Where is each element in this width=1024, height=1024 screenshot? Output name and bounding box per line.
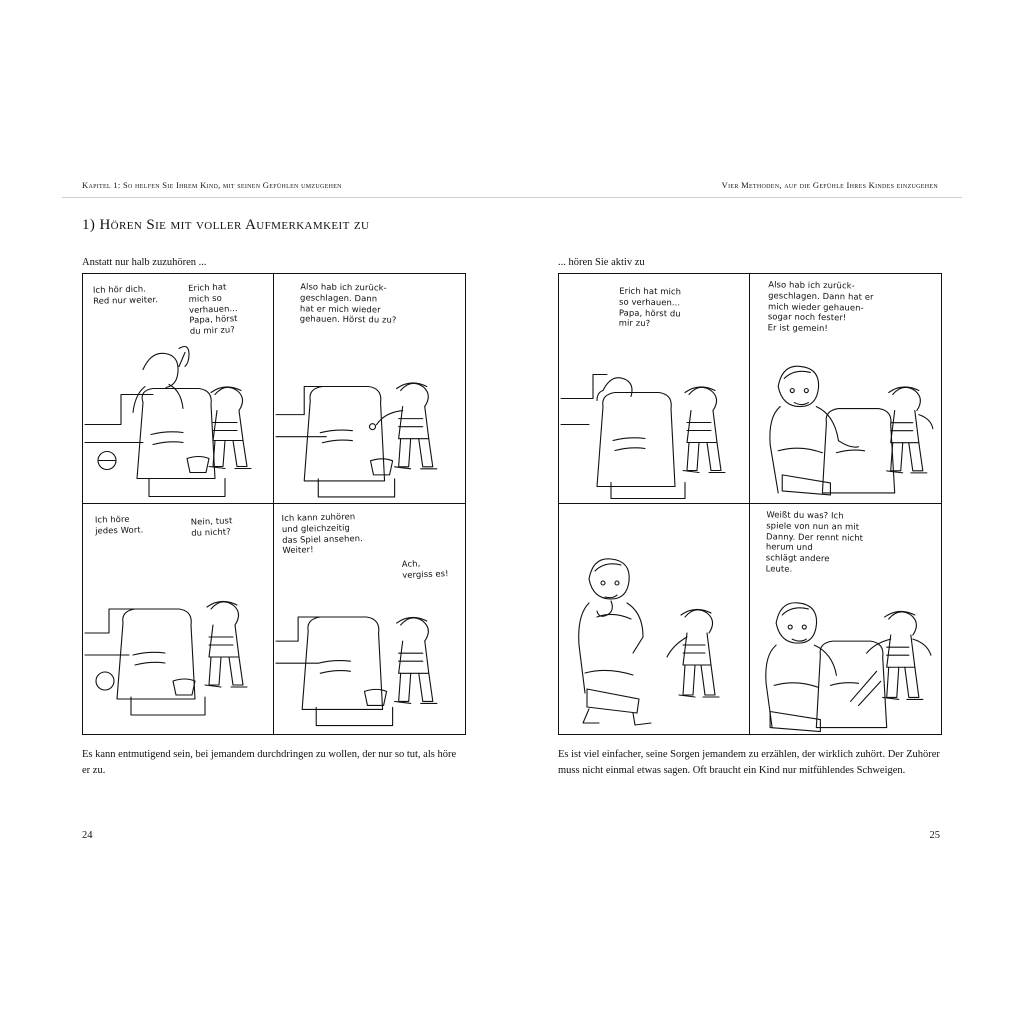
left-comic-grid: [82, 273, 466, 735]
spread: [0, 155, 1024, 865]
speech-bubble-text: Erich hat mich so verhauen... Papa, hörst du mir zu?: [618, 285, 682, 329]
speech-bubble-text: Ich kann zuhören und gleichzeitig das Spiel ansehen. Weiter!: [281, 511, 363, 556]
speech-bubble-text: Ach, vergiss es!: [401, 558, 449, 580]
left-column-caption: Es kann entmutigend sein, bei jemandem durchdringen zu wollen, der nur so tut, als höre er zu.: [82, 749, 457, 777]
left-panel-bottom-right: [274, 504, 465, 734]
speech-bubble-text: Weißt du was? Ich spiele von nun an mit Danny. Der rennt nicht herum und schlägt andere Leute.: [765, 509, 864, 574]
page-number-right: 25: [929, 830, 940, 841]
right-panel-top-left: [559, 274, 750, 504]
speech-bubble-text: Ich hör dich. Red nur weiter.: [92, 283, 159, 306]
left-column-lead: Anstatt nur halb zuzuhören ...: [82, 257, 207, 268]
line-art-chair-boy-standing: [83, 504, 273, 734]
right-column-caption: Es ist viel einfacher, seine Sorgen jemandem zu erzählen, der wirklich zuhört. Der Zuhörer muss nicht einmal etwas sagen. Oft braucht ein Kind nur mitfühlendes Schweigen.: [558, 749, 940, 777]
left-panel-bottom-left: [83, 504, 274, 734]
speech-bubble-text: Nein, tust du nicht?: [190, 515, 233, 538]
section-title: 1) Hören Sie mit voller Aufmerkamkeit zu: [82, 217, 370, 233]
speech-bubble-text: Ich höre jedes Wort.: [94, 513, 144, 536]
page-right: [500, 155, 962, 865]
page-left: [62, 155, 524, 865]
running-head-left: Kapitel 1: So helfen Sie Ihrem Kind, mit seinen Gefühlen umzugehen: [82, 180, 342, 190]
right-comic-grid: [558, 273, 942, 735]
speech-bubble-text: Also hab ich zurück- geschlagen. Dann hat er mich wieder gehauen- sogar noch fester! Er ist gemein!: [767, 279, 874, 334]
right-panel-top-right: [750, 274, 941, 504]
line-art-father-chair-boy: [83, 274, 273, 503]
header-rule-left: [62, 197, 524, 198]
page-number-left: 24: [82, 830, 93, 841]
header-rule-right: [500, 197, 962, 198]
left-panel-top-right: [274, 274, 465, 504]
running-head-right: Vier Methoden, auf die Gefühle Ihres Kindes einzugehen: [721, 180, 938, 190]
right-panel-bottom-left: [559, 504, 750, 734]
line-art-father-hand-on-chin-boy: [559, 504, 749, 734]
speech-bubble-text: Also hab ich zurück- geschlagen. Dann hat er mich wieder gehauen. Hörst du zu?: [299, 281, 397, 325]
right-panel-bottom-right: [750, 504, 941, 734]
speech-bubble-text: Erich hat mich so verhauen... Papa, hörst du mir zu?: [187, 281, 238, 336]
left-panel-top-left: [83, 274, 274, 504]
right-column-lead: ... hören Sie aktiv zu: [558, 257, 645, 268]
